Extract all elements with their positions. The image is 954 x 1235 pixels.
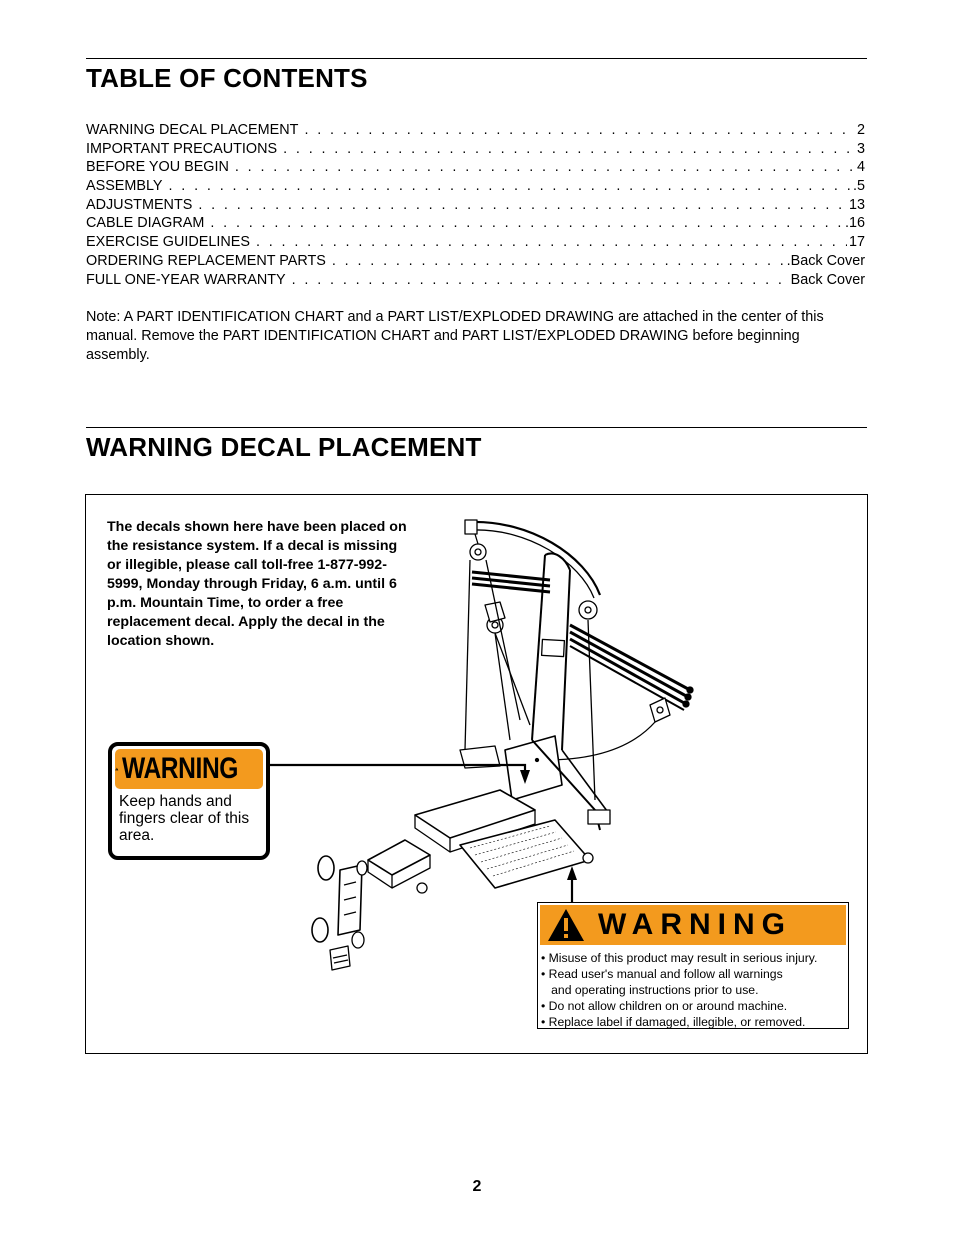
big-decal-list [541, 950, 848, 1030]
big-decal-item: • Read user's manual and follow all warnings [541, 967, 783, 981]
big-decal-word: WARNING [598, 908, 792, 941]
warning-heading: WARNING DECAL PLACEMENT [86, 432, 482, 462]
arrow-up-icon [567, 866, 577, 880]
big-decal-item: • Replace label if damaged, illegible, or removed. [541, 1015, 806, 1029]
toc-entry[interactable]: ADJUSTMENTS . . . 13 [86, 197, 865, 216]
toc-entry[interactable]: BEFORE YOU BEGIN . . . 4 [86, 159, 865, 178]
toc-heading: TABLE OF CONTENTS [86, 63, 368, 93]
toc-entry[interactable]: FULL ONE-YEAR WARRANTY . . . Back Cover [86, 272, 865, 291]
toc-entry[interactable]: IMPORTANT PRECAUTIONS . . . 3 [86, 141, 865, 160]
big-decal-item: • Misuse of this product may result in serious injury. [541, 951, 818, 965]
big-decal-item: • Do not allow children on or around machine. [541, 999, 788, 1013]
toc-entry[interactable]: CABLE DIAGRAM . . . .16 [86, 215, 865, 234]
toc-note: Note: A PART IDENTIFICATION CHART and a PART LIST/EXPLODED DRAWING are attached in the center of this manual. Remove the PART IDENTIFICATION CHART and PART LIST/EXPLODED DRAWING before beginning assembly. [86, 309, 824, 363]
page-number: 2 [472, 1178, 482, 1195]
small-decal-text: Keep hands and fingers clear of this area. [119, 793, 250, 844]
toc-entry[interactable]: EXERCISE GUIDELINES . . . 17 [86, 234, 865, 253]
big-decal-header [540, 905, 846, 945]
toc-entry[interactable]: WARNING DECAL PLACEMENT . . . 2 [86, 122, 865, 141]
toc-entry[interactable]: ORDERING REPLACEMENT PARTS . . . .Back Cover [86, 253, 865, 272]
small-decal-word: WARNING [121, 752, 238, 785]
warning-triangle-icon [546, 907, 586, 943]
big-decal-item: and operating instructions prior to use. [541, 983, 759, 997]
arrow-down-icon [520, 770, 530, 784]
toc-entry[interactable]: ASSEMBLY . . . .5 [86, 178, 865, 197]
decal-info-text: The decals shown here have been placed on the resistance system. If a decal is missing or illegible, please call toll-free 1-877-992-5999, Monday through Friday, 6 a.m. until 6 p.m. Mountain Time, to order a free replacement decal. Apply the decal in the location shown. [107, 519, 407, 649]
big-warning-decal [537, 902, 849, 1029]
